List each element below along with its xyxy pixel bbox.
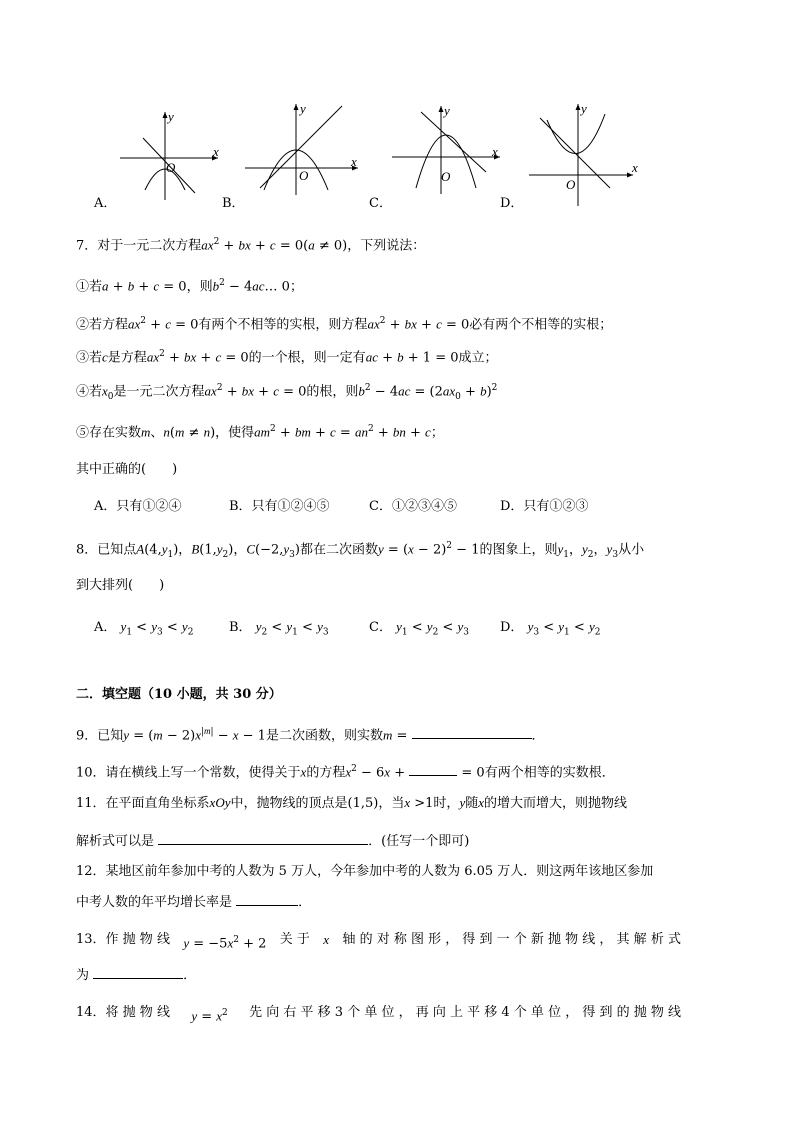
q8-option-b[interactable]: B． $y_2 < y_1 < y_3$ — [229, 619, 329, 638]
q8-stem-line2: 到大排列( ) — [76, 578, 165, 593]
q8-option-d[interactable]: D． $y_3 < y_1 < y_2$ — [500, 619, 601, 638]
q7-ask: 其中正确的( ) — [76, 462, 178, 477]
graph-b-origin: O — [299, 168, 309, 183]
graph-d-label: D． — [500, 196, 524, 211]
q7-statement-4: ④若$x_0$是一元二次方程$ax^2$ + bx + c = 0的根，则$b^2 - 4ac = (2ax_0 + b)^2$ — [76, 383, 498, 402]
graph-a-origin: O — [166, 160, 176, 175]
q12: 12．某地区前年参加中考的人数为 5 万人，今年参加中考的人数为 6.05 万人．则这两年该地区参加 — [76, 864, 654, 879]
graph-c-origin: O — [441, 169, 451, 184]
graph-c-x: x — [492, 144, 498, 159]
q7-statement-5: ⑤存在实数m、n(m ≠ n)，使得$am^2$ + bm + $c = an^2$ + bn + c； — [76, 424, 444, 441]
graph-a-label: A． — [94, 196, 117, 211]
q7-statement-3: ③若c是方程$ax^2$ + bx + c = 0的一个根，则一定有ac + b + 1 = 0成立； — [76, 349, 498, 366]
graph-d-x: x — [632, 160, 638, 175]
q13-answer-blank[interactable] — [93, 966, 183, 979]
graph-b-label: B． — [222, 196, 245, 211]
q9: 9．已知$y = (m - 2)x^{|m|} - x - 1$是二次函数，则实数m = ． — [76, 726, 545, 744]
q13: 13．作 抛 物 线 $y = -5x^2 + 2$ 关 于 x 轴 的 对 称 图 形 ， 得 到 一 个 新 抛 物 线 ， 其 解 析 式 — [76, 932, 681, 952]
q10-answer-blank[interactable] — [409, 763, 457, 776]
section-heading: 二．填空题（10 小题，共 30 分） — [76, 687, 282, 702]
q13-line2: 为 ． — [76, 968, 197, 983]
graph-d-origin: O — [566, 177, 576, 192]
graph-c-label: C． — [369, 196, 392, 211]
q7-option-d[interactable]: D．只有①②③ — [500, 499, 589, 514]
q7-stem: 7．对于一元二次方程$ax^2$ + bx + c = 0(a ≠ 0)，下列说法： — [76, 237, 426, 254]
graph-b-x: x — [351, 154, 357, 169]
graph-c-y: y — [444, 103, 450, 118]
q8-stem: 8．已知点$A(4,y_1)$，$B(1,y_2)$，$C(-2,y_3)$都在二次函数$y = (x - 2)^2 - 1$的图象上，则$y_1$，$y_2$，$y_3$从小 — [76, 541, 645, 560]
q9-answer-blank[interactable] — [412, 726, 532, 739]
graph-b-y: y — [300, 101, 306, 116]
q12-line2: 中考人数的年平均增长率是 ． — [76, 895, 312, 910]
q11-answer-blank[interactable] — [158, 832, 368, 845]
q7-option-a[interactable]: A．只有①②④ — [94, 499, 182, 514]
q11-line2: 解析式可以是 ．(任写一个即可) — [76, 834, 470, 849]
q7-option-c[interactable]: C．①②③④⑤ — [369, 499, 457, 514]
q8-option-c[interactable]: C． $y_1 < y_2 < y_3$ — [369, 619, 469, 638]
q7-statement-2: ②若方程$ax^2 + c = 0$有两个不相等的实根，则方程$ax^2$ + bx + c = 0必有两个不相等的实根； — [76, 316, 613, 333]
q12-answer-blank[interactable] — [236, 893, 298, 906]
graph-d-y: y — [581, 101, 587, 116]
q10: 10．请在横线上写一个常数，使得关于x的方程$x^2 - 6x$ + = 0有两个相等的实数根． — [76, 764, 615, 781]
graph-a-x: x — [213, 144, 219, 159]
q11: 11．在平面直角坐标系xOy中，抛物线的顶点是(1,5)，当x >1时，y随x的增大而增大，则抛物线 — [76, 795, 628, 811]
q7-statement-1: ①若a + b + c = 0，则$b^2$ − 4ac… 0； — [76, 278, 303, 295]
q14: 14．将 抛 物 线 $y = x^2$ 先 向 右 平 移 3 个 单 位 ， 再 向 上 平 移 4 个 单 位 ， 得 到 的 抛 物 线 — [76, 1005, 681, 1025]
q7-option-b[interactable]: B．只有①②④⑤ — [229, 499, 330, 514]
graph-a-y: y — [168, 109, 174, 124]
q8-option-a[interactable]: A． $y_1 < y_3 < y_2$ — [94, 619, 194, 638]
